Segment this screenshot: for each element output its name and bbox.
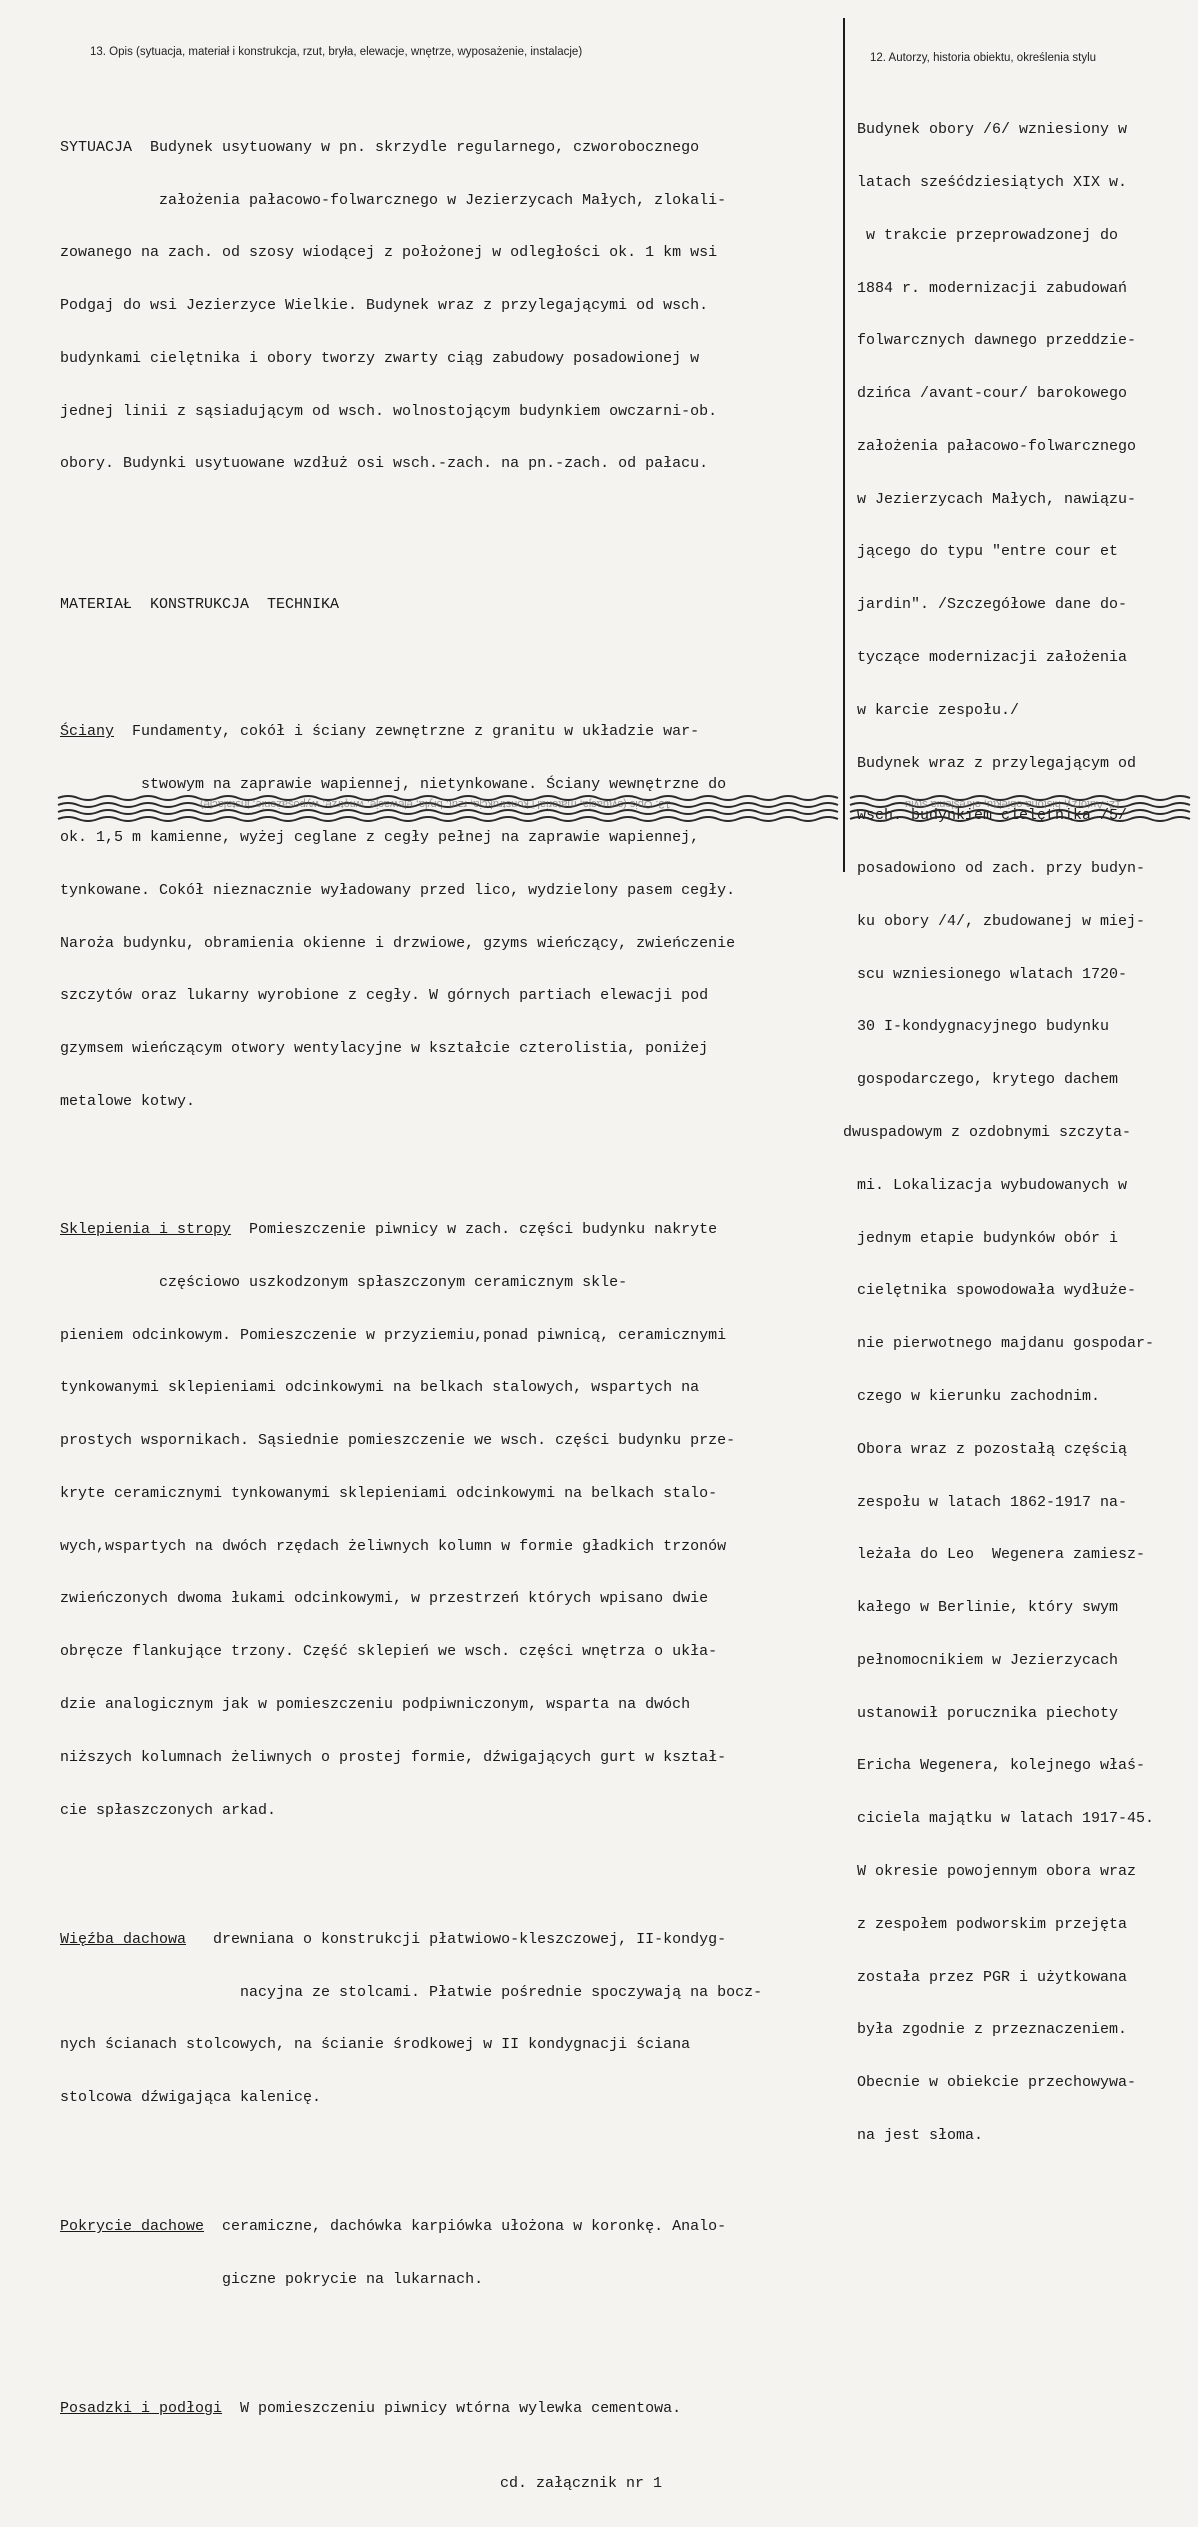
vaults-line-11: niższych kolumnach żeliwnych o prostej formie, dźwigających gurt w kształ- bbox=[60, 1748, 727, 1766]
history-line: z zespołem podworskim przejęta bbox=[857, 1915, 1128, 1933]
history-line: w Jezierzycach Małych, nawiązu- bbox=[857, 490, 1137, 508]
history-line: Budynek obory /6/ wzniesiony w bbox=[857, 121, 1128, 139]
situation-line-4: Podgaj do wsi Jezierzyce Wielkie. Budynek wraz z przylegającymi od wsch. bbox=[60, 297, 709, 315]
vaults-line-1: Sklepienia i stropy Pomieszczenie piwnicy w zach. części budynku nakryte bbox=[60, 1221, 718, 1238]
column-divider bbox=[843, 18, 845, 872]
walls-label: Ściany bbox=[60, 723, 115, 741]
history-line: ustanowił porucznika piechoty bbox=[857, 1704, 1119, 1722]
history-line: mi. Lokalizacja wybudowanych w bbox=[857, 1176, 1128, 1194]
history-line: wsch. budynkiem cielętnika /5/ bbox=[857, 807, 1128, 825]
history-line: 1884 r. modernizacji zabudowań bbox=[857, 279, 1128, 297]
situation-line-6: jednej linii z sąsiadującym od wsch. wolnostojącym budynkiem owczarni-ob. bbox=[60, 402, 718, 420]
section-13-header: 13. Opis (sytuacja, materiał i konstrukcja, rzut, bryła, elewacje, wnętrze, wyposażenie, instalacje) bbox=[90, 46, 583, 58]
mirrored-header-right: 12. Autorzy, historia obiektu, określenia stylu bbox=[905, 798, 1122, 810]
roof-truss-line-1: Więźba dachowa drewniana o konstrukcji płatwiowo-kleszczowej, II-kondyg- bbox=[60, 1930, 727, 1948]
vaults-line-3: pieniem odcinkowym. Pomieszczenie w przyziemiu,ponad piwnicą, ceramicznymi bbox=[60, 1326, 727, 1344]
roofing-line-1: Pokrycie dachowe ceramiczne, dachówka karpiówka ułożona w koronkę. Analo- bbox=[60, 2218, 727, 2236]
history-column bbox=[843, 86, 1197, 2180]
vaults-line-2: częściowo uszkodzonym spłaszczonym ceramicznym skle- bbox=[60, 1273, 628, 1291]
history-line: Obecnie w obiekcie przechowywa- bbox=[857, 2074, 1137, 2092]
history-line: założenia pałacowo-folwarcznego bbox=[857, 437, 1137, 455]
situation-line-3: zowanego na zach. od szosy wiodącej z położonej w odległości ok. 1 km wsi bbox=[60, 244, 718, 262]
history-line: Budynek wraz z przylegającym od bbox=[857, 754, 1137, 772]
history-line: na jest słoma. bbox=[857, 2126, 984, 2144]
history-line: W okresie powojennym obora wraz bbox=[857, 1862, 1137, 1880]
walls-line-1: Ściany Fundamenty, cokół i ściany zewnętrzne z granitu w układzie war- bbox=[60, 723, 700, 741]
history-line: leżała do Leo Wegenera zamiesz- bbox=[857, 1546, 1146, 1564]
situation-line-1: SYTUACJA Budynek usytuowany w pn. skrzydle regularnego, czworobocznego bbox=[60, 138, 700, 156]
roofing-line-2: giczne pokrycie na lukarnach. bbox=[60, 2271, 484, 2289]
walls-line-7: gzymsem wieńczącym otwory wentylacyjne w kształcie czterolistia, poniżej bbox=[60, 1040, 709, 1058]
history-line: ciciela majątku w latach 1917-45. bbox=[857, 1810, 1155, 1828]
history-line: zespołu w latach 1862-1917 na- bbox=[857, 1493, 1128, 1511]
history-line: latach sześćdziesiątych XIX w. bbox=[857, 173, 1128, 191]
situation-line-5: budynkami cielętnika i obory tworzy zwarty ciąg zabudowy posadowionej w bbox=[60, 349, 700, 367]
vaults-line-6: kryte ceramicznymi tynkowanymi sklepieniami odcinkowymi na belkach stalo- bbox=[60, 1484, 718, 1502]
history-line: posadowiono od zach. przy budyn- bbox=[857, 860, 1146, 878]
history-line: Ericha Wegenera, kolejnego właś- bbox=[857, 1757, 1146, 1775]
vaults-label: Sklepienia i stropy bbox=[60, 1221, 232, 1238]
vaults-line-10: dzie analogicznym jak w pomieszczeniu podpiwniczonym, wsparta na dwóch bbox=[60, 1696, 691, 1714]
vaults-line-4: tynkowanymi sklepieniami odcinkowymi na belkach stalowych, wspartych na bbox=[60, 1379, 700, 1397]
roofing-label: Pokrycie dachowe bbox=[60, 2218, 205, 2236]
vaults-line-7: wych,wspartych na dwóch rzędach żeliwnych kolumn w formie gładkich trzonów bbox=[60, 1537, 727, 1555]
floors-label: Posadzki i podłogi bbox=[60, 2400, 223, 2418]
history-line: gospodarczego, krytego dachem bbox=[857, 1071, 1119, 1089]
history-line: czego w kierunku zachodnim. bbox=[857, 1387, 1101, 1405]
history-line: była zgodnie z przeznaczeniem. bbox=[857, 2021, 1128, 2039]
history-line: jącego do typu "entre cour et bbox=[857, 543, 1119, 561]
roof-truss-label: Więźba dachowa bbox=[60, 1930, 187, 1948]
walls-line-2: stwowym na zaprawie wapiennej, nietynkowane. Ściany wewnętrzne do bbox=[60, 776, 727, 794]
walls-line-5: Naroża budynku, obramienia okienne i drzwiowe, gzyms wieńczący, zwieńczenie bbox=[60, 934, 736, 952]
history-line: dwuspadowym z ozdobnymi szczyta- bbox=[843, 1124, 1132, 1142]
vaults-line-9: obręcze flankujące trzony. Część sklepień we wsch. części wnętrza o ukła- bbox=[60, 1643, 718, 1661]
roof-truss-line-2: nacyjna ze stolcami. Płatwie pośrednie spoczywają na bocz- bbox=[60, 1983, 763, 2001]
continuation-note: cd. załącznik nr 1 bbox=[500, 2474, 663, 2492]
history-line: dzińca /avant-cour/ barokowego bbox=[857, 385, 1128, 403]
vaults-line-8: zwieńczonych dwoma łukami odcinkowymi, w przestrzeń których wpisano dwie bbox=[60, 1590, 709, 1608]
history-line: scu wzniesionego wlatach 1720- bbox=[857, 965, 1128, 983]
floors-line-1: Posadzki i podłogi W pomieszczeniu piwnicy wtórna wylewka cementowa. bbox=[60, 2400, 682, 2418]
history-line: nie pierwotnego majdanu gospodar- bbox=[857, 1335, 1155, 1353]
history-line: w karcie zespołu./ bbox=[857, 701, 1020, 719]
section-12-header: 12. Autorzy, historia obiektu, określenia stylu bbox=[870, 52, 1097, 64]
description-column bbox=[60, 86, 840, 2527]
history-line: tyczące modernizacji założenia bbox=[857, 649, 1128, 666]
history-line: jardin". /Szczegółowe dane do- bbox=[857, 596, 1128, 614]
walls-line-6: szczytów oraz lukarny wyrobione z cegły. W górnych partiach elewacji pod bbox=[60, 987, 709, 1005]
history-line: folwarcznych dawnego przeddzie- bbox=[857, 332, 1137, 350]
walls-line-3: ok. 1,5 m kamienne, wyżej ceglane z cegły pełnej na zaprawie wapiennej, bbox=[60, 828, 700, 846]
walls-line-8: metalowe kotwy. bbox=[60, 1092, 196, 1110]
material-heading: MATERIAŁ KONSTRUKCJA TECHNIKA bbox=[60, 596, 340, 614]
history-line: została przez PGR i użytkowana bbox=[857, 1968, 1128, 1986]
mirrored-header-left: 13. Opis (sytuacja, materiał i konstrukcja, rzut, bryła, elewacje, wnętrze, wyposażenie, instalacje) bbox=[200, 798, 671, 810]
vaults-line-12: cie spłaszczonych arkad. bbox=[60, 1801, 277, 1819]
walls-line-4: tynkowane. Cokół nieznacznie wyładowany przed lico, wydzielony pasem cegły. bbox=[60, 881, 736, 899]
history-line: pełnomocnikiem w Jezierzycach bbox=[857, 1651, 1119, 1669]
roof-truss-line-3: nych ścianach stolcowych, na ścianie środkowej w II kondygnacji ściana bbox=[60, 2036, 691, 2054]
situation-label: SYTUACJA bbox=[60, 138, 133, 156]
history-line: jednym etapie budynków obór i bbox=[857, 1229, 1119, 1247]
history-line: kałego w Berlinie, który swym bbox=[857, 1599, 1119, 1617]
history-line: Obora wraz z pozostałą częścią bbox=[857, 1440, 1128, 1458]
situation-line-2: założenia pałacowo-folwarcznego w Jezierzycach Małych, zlokali- bbox=[60, 191, 727, 209]
situation-line-7: obory. Budynki usytuowane wzdłuż osi wsch.-zach. na pn.-zach. od pałacu. bbox=[60, 455, 709, 473]
vaults-line-5: prostych wspornikach. Sąsiednie pomieszczenie we wsch. części budynku prze- bbox=[60, 1432, 736, 1450]
history-line: 30 I-kondygnacyjnego budynku bbox=[857, 1018, 1110, 1036]
history-line: ku obory /4/, zbudowanej w miej- bbox=[857, 912, 1146, 930]
history-line: w trakcie przeprowadzonej do bbox=[857, 226, 1119, 244]
history-line: cielętnika spowodowała wydłuże- bbox=[857, 1282, 1137, 1300]
roof-truss-line-4: stolcowa dźwigająca kalenicę. bbox=[60, 2089, 322, 2107]
